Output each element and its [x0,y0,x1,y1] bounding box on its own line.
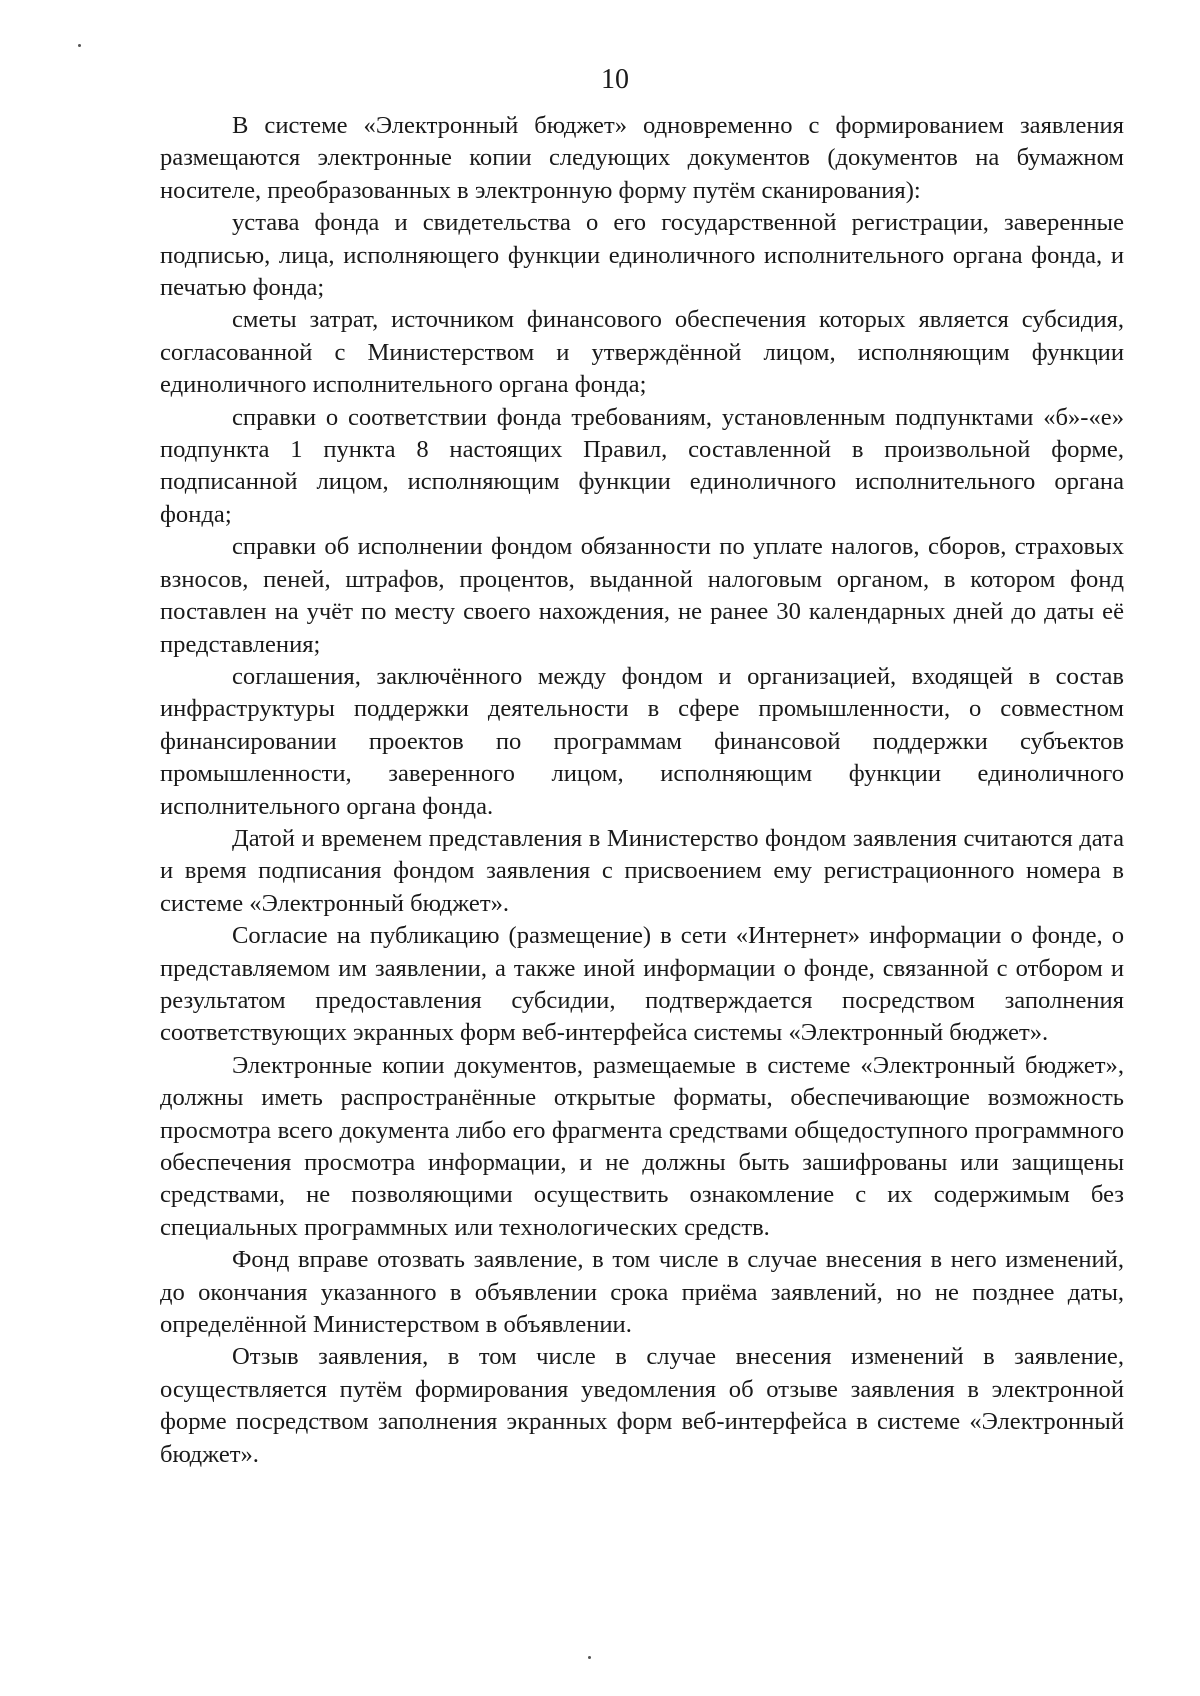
paragraph-cost-estimate: сметы затрат, источником финансового обеспечения которых является субсидия, согласованной с Министерством и утверждённой лицом, исполняющим функции единоличного исполнительного органа фонда; [160,306,1124,399]
paragraph-compliance-certificate: справки о соответствии фонда требованиям, установленным подпунктами «б»-«е» подпункта 1 пункта 8 настоящих Правил, составленной в произвольной форме, подписанной лицом, исполняющим функции единоличного исполнительного органа фонда; [160,403,1124,528]
scan-speck [78,44,81,47]
paragraph-tax-certificate: справки об исполнении фондом обязанности по уплате налогов, сборов, страховых взносов, пеней, штрафов, процентов, выданной налоговым органом, в котором фонд поставлен на учёт по месту своего нахождения, не ранее 30 календарных дней до даты её представления; [160,533,1124,658]
paragraph-publication-consent: Согласие на публикацию (размещение) в сети «Интернет» информации о фонде, о представляемом им заявлении, а также иной информации о фонде, связанной с отбором и результатом предоставления субсидии, подтверждается посредством заполнения соответствующих экранных форм веб-интерфейса системы «Электронный бюджет». [160,922,1124,1047]
paragraph-withdrawal-right: Фонд вправе отозвать заявление, в том числе в случае внесения в него изменений, до окончания указанного в объявлении срока приёма заявлений, но не позднее даты, определённой Министерством в объявлении. [160,1246,1124,1339]
paragraph-submission-date: Датой и временем представления в Министерство фондом заявления считаются дата и время подписания фондом заявления с присвоением ему регистрационного номера в системе «Электронный бюджет». [160,824,1124,917]
paragraph-file-formats: Электронные копии документов, размещаемые в системе «Электронный бюджет», должны иметь распространённые открытые форматы, обеспечивающие возможность просмотра всего документа либо его фрагмента средствами общедоступного программного обеспечения просмотра информации, и не должны быть зашифрованы или защищены средствами, не позволяющими осуществить ознакомление с их содержимым без специальных программных или технологических средств. [160,1051,1124,1241]
page-number: 10 [601,64,629,95]
document-body [160,110,1124,1471]
paragraph-withdrawal-procedure: Отзыв заявления, в том числе в случае внесения изменений в заявление, осуществляется путём формирования уведомления об отзыве заявления в электронной форме посредством заполнения экранных форм веб-интерфейса в системе «Электронный бюджет». [160,1343,1124,1468]
paragraph-agreement: соглашения, заключённого между фондом и организацией, входящей в состав инфраструктуры поддержки деятельности в сфере промышленности, о совместном финансировании проектов по программам финансовой поддержки субъектов промышленности, заверенного лицом, исполняющим функции единоличного исполнительного органа фонда. [160,662,1124,820]
paragraph-charter: устава фонда и свидетельства о его государственной регистрации, заверенные подписью, лица, исполняющего функции единоличного исполнительного органа фонда, и печатью фонда; [160,209,1124,302]
scan-speck [588,1656,591,1659]
paragraph-intro: В системе «Электронный бюджет» одновременно с формированием заявления размещаются электронные копии следующих документов (документов на бумажном носителе, преобразованных в электронную форму путём сканирования): [160,112,1124,204]
